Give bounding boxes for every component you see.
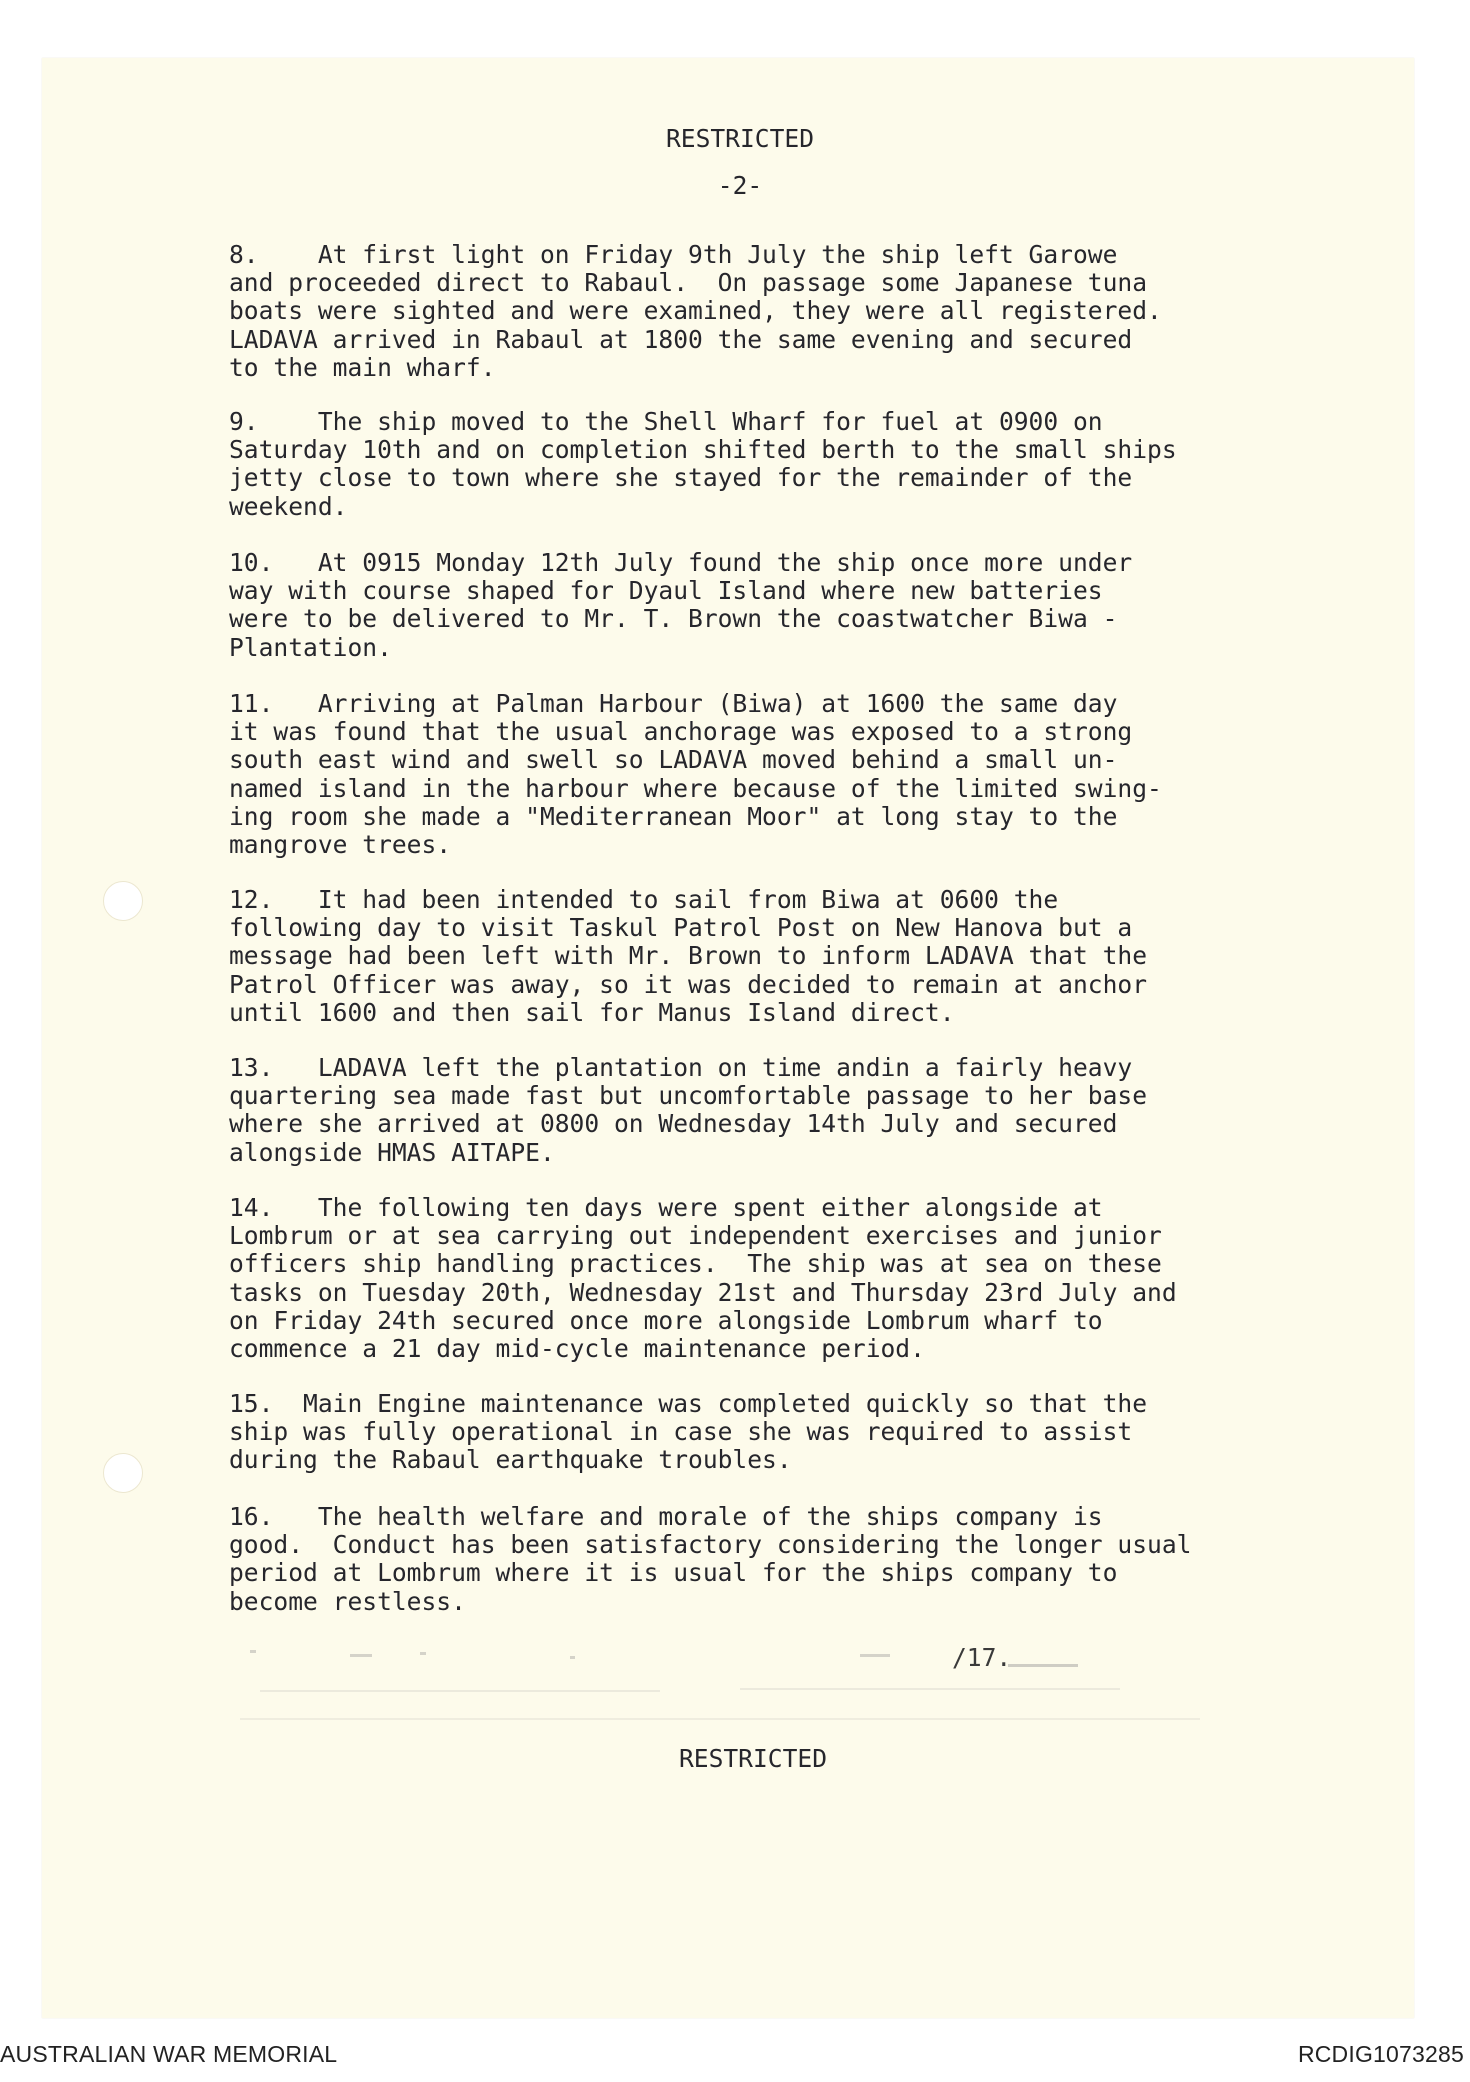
paragraph-9 bbox=[229, 408, 1309, 521]
paragraph-16 bbox=[229, 1503, 1309, 1616]
paragraph-line: Patrol Officer was away, so it was decided to remain at anchor bbox=[229, 969, 1148, 999]
paragraph-line: 16. The health welfare and morale of the ships company is bbox=[229, 1502, 1103, 1531]
paragraph-line: 11. Arriving at Palman Harbour (Biwa) at 1600 the same day bbox=[229, 689, 1118, 718]
paragraph-line: good. Conduct has been satisfactory considering the longer usual bbox=[229, 1530, 1192, 1560]
paragraph-line: 9. The ship moved to the Shell Wharf for fuel at 0900 on bbox=[229, 407, 1103, 436]
paragraph-15 bbox=[229, 1390, 1309, 1475]
paragraph-line: ing room she made a "Mediterranean Moor" at long stay to the bbox=[229, 801, 1118, 831]
page-number: -2- bbox=[717, 171, 763, 200]
paragraph-line: and proceeded direct to Rabaul. On passage some Japanese tuna bbox=[229, 268, 1148, 298]
faded-reference: /17. bbox=[952, 1643, 1012, 1672]
paragraph-line: alongside HMAS AITAPE. bbox=[229, 1137, 555, 1167]
paragraph-11 bbox=[229, 690, 1309, 859]
paragraph-line: following day to visit Taskul Patrol Post on New Hanova but a bbox=[229, 913, 1133, 943]
paragraph-line: 12. It had been intended to sail from Biwa at 0600 the bbox=[229, 885, 1059, 914]
paragraph-line: tasks on Tuesday 20th, Wednesday 21st and Thursday 23rd July and bbox=[229, 1277, 1177, 1307]
paragraph-line: mangrove trees. bbox=[229, 829, 452, 859]
paragraph-line: named island in the harbour where because of the limited swing- bbox=[229, 773, 1162, 803]
paragraph-line: weekend. bbox=[229, 491, 348, 521]
punch-hole-top bbox=[103, 881, 143, 921]
paragraph-line: LADAVA arrived in Rabaul at 1800 the same evening and secured bbox=[229, 324, 1133, 354]
paragraph-line: jetty close to town where she stayed for the remainder of the bbox=[229, 463, 1133, 493]
paragraph-line: until 1600 and then sail for Manus Island direct. bbox=[229, 997, 955, 1027]
paragraph-line: where she arrived at 0800 on Wednesday 14th July and secured bbox=[229, 1109, 1118, 1139]
paragraph-line: period at Lombrum where it is usual for the ships company to bbox=[229, 1558, 1118, 1588]
paragraph-line: way with course shaped for Dyaul Island where new batteries bbox=[229, 576, 1103, 606]
archive-label-right: RCDIG1073285 bbox=[1297, 2041, 1464, 2067]
paragraph-14 bbox=[229, 1194, 1309, 1363]
paragraph-line: 14. The following ten days were spent either alongside at bbox=[229, 1193, 1103, 1222]
paragraph-line: 15. Main Engine maintenance was completed quickly so that the bbox=[229, 1389, 1148, 1418]
paragraph-line: quartering sea made fast but uncomfortable passage to her base bbox=[229, 1081, 1148, 1111]
paragraph-line: south east wind and swell so LADAVA moved behind a small un- bbox=[229, 745, 1118, 775]
paragraph-line: during the Rabaul earthquake troubles. bbox=[229, 1445, 792, 1475]
archive-label-left: AUSTRALIAN WAR MEMORIAL bbox=[0, 2041, 338, 2067]
paragraph-line: 10. At 0915 Monday 12th July found the ship once more under bbox=[229, 548, 1133, 577]
paragraph-line: 13. LADAVA left the plantation on time andin a fairly heavy bbox=[229, 1053, 1133, 1082]
paragraph-line: to the main wharf. bbox=[229, 352, 496, 382]
paragraph-line: ship was fully operational in case she was required to assist bbox=[229, 1417, 1133, 1447]
paragraph-13 bbox=[229, 1054, 1309, 1167]
paragraph-line: on Friday 24th secured once more alongside Lombrum wharf to bbox=[229, 1305, 1103, 1335]
paragraph-12 bbox=[229, 886, 1309, 1027]
punch-hole-bottom bbox=[103, 1453, 143, 1493]
paragraph-8 bbox=[229, 241, 1309, 382]
paragraph-10 bbox=[229, 549, 1309, 662]
paragraph-line: commence a 21 day mid-cycle maintenance period. bbox=[229, 1333, 925, 1363]
paragraph-line: Saturday 10th and on completion shifted berth to the small ships bbox=[229, 435, 1177, 465]
paragraph-line: Plantation. bbox=[229, 632, 392, 662]
paragraph-line: boats were sighted and were examined, they were all registered. bbox=[229, 296, 1162, 326]
paragraph-line: officers ship handling practices. The ship was at sea on these bbox=[229, 1249, 1162, 1279]
faded-signature-block bbox=[240, 1640, 1260, 1730]
paragraph-line: Lombrum or at sea carrying out independent exercises and junior bbox=[229, 1221, 1162, 1251]
paragraph-line: 8. At first light on Friday 9th July the ship left Garowe bbox=[229, 240, 1118, 269]
paragraph-line: message had been left with Mr. Brown to inform LADAVA that the bbox=[229, 941, 1148, 971]
paragraph-line: it was found that the usual anchorage was exposed to a strong bbox=[229, 717, 1133, 747]
paragraph-line: become restless. bbox=[229, 1586, 466, 1616]
footer-restricted: RESTRICTED bbox=[678, 1744, 828, 1773]
header-restricted: RESTRICTED bbox=[665, 124, 815, 153]
faded-dots bbox=[1008, 1664, 1078, 1667]
paragraph-line: were to be delivered to Mr. T. Brown the coastwatcher Biwa - bbox=[229, 604, 1118, 634]
